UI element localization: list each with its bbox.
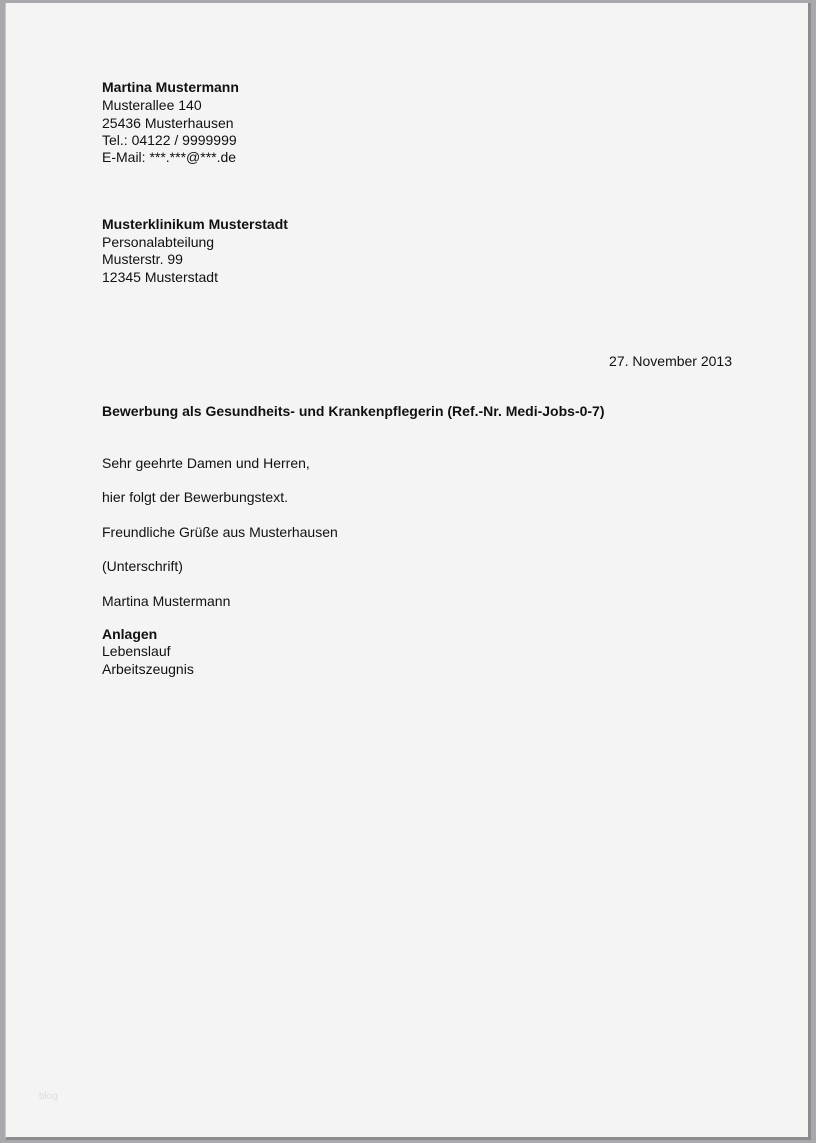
sender-name: Martina Mustermann (102, 79, 239, 95)
salutation: Sehr geehrte Damen und Herren, (102, 455, 310, 471)
recipient-street: Musterstr. 99 (102, 251, 183, 267)
sender-email: E-Mail: ***.***@***.de (102, 149, 237, 165)
attachment-item: Lebenslauf (102, 643, 171, 659)
recipient-name: Musterklinikum Musterstadt (102, 216, 288, 232)
closing: Freundliche Grüße aus Musterhausen (102, 524, 338, 540)
subject-line: Bewerbung als Gesundheits- und Krankenpflegerin (Ref.-Nr. Medi-Jobs-0-7) (102, 403, 605, 419)
body-text: hier folgt der Bewerbungstext. (102, 489, 288, 505)
sender-phone: Tel.: 04122 / 9999999 (102, 132, 237, 148)
attachment-item: Arbeitszeugnis (102, 661, 194, 677)
recipient-city: 12345 Musterstadt (102, 269, 218, 285)
recipient-department: Personalabteilung (102, 234, 215, 250)
sender-city: 25436 Musterhausen (102, 115, 234, 131)
signature-placeholder: (Unterschrift) (102, 558, 183, 574)
watermark: blog (39, 1091, 58, 1102)
signer-name: Martina Mustermann (102, 593, 231, 609)
sender-street: Musterallee 140 (102, 97, 202, 113)
attachments-heading: Anlagen (102, 626, 158, 642)
letter-date: 27. November 2013 (609, 353, 732, 369)
